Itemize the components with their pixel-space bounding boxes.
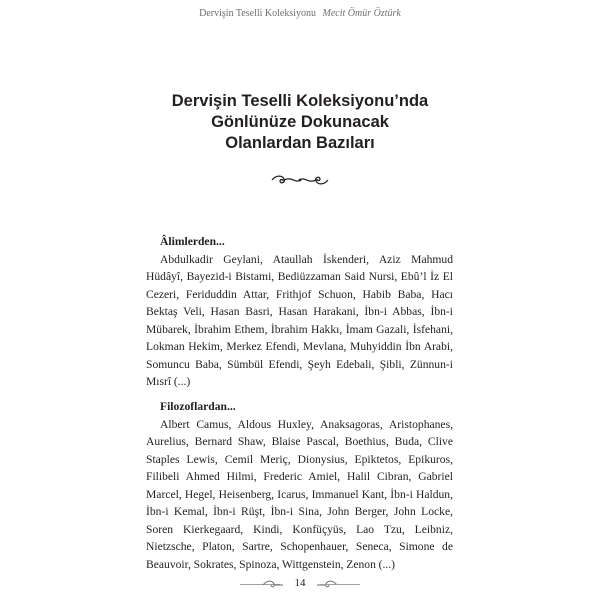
- section-scholars: [146, 233, 453, 391]
- running-header: [0, 8, 600, 19]
- title-line-1: Dervişin Teselli Koleksiyonu’nda: [171, 92, 429, 110]
- title-line-2: Gönlünüze Dokunacak: [211, 113, 389, 131]
- header-author: Mecit Ömür Öztürk: [322, 8, 401, 19]
- page-title: [80, 91, 520, 154]
- header-book-title: Dervişin Teselli Koleksiyonu: [199, 8, 317, 19]
- page-number: 14: [294, 577, 306, 589]
- section-text: Abdulkadir Geylani, Ataullah İskenderi, Aziz Mahmud Hüdâyî, Bayezid-i Bistami, Bediüzzaman Said Nursi, Ebû’l İz El Cezeri, Feriduddin Attar, Frithjof Schuon, Habib Baba, Hacı Bektaş Veli, Hasan Basri, Hasan Harakani, İbn-i Abbas, İbn-i Mübarek, İbrahim Ethem, İbrahim Hakkı, İmam Gazali, İsfehani, Lokman Hekim, Merkez Efendi, Mevlana, Muhyiddin İbn Arabi, Somuncu Baba, Sümbül Efendi, Şeyh Edebali, Şibli, Zünnun-i Mısrî (...): [146, 252, 453, 388]
- footer-rule-right: [320, 584, 360, 585]
- footer-ornament-icon: [262, 579, 284, 591]
- footer-ornament-icon: [316, 579, 338, 591]
- section-heading: Âlimlerden...: [160, 235, 225, 248]
- swirl-ornament-icon: [268, 173, 332, 187]
- section-text: Albert Camus, Aldous Huxley, Anaksagoras, Aristophanes, Aurelius, Bernard Shaw, Blaise Pascal, Boethius, Buda, Clive Staples Lewis, Cemil Meriç, Dionysius, Epiktetos, Epikuros, Filibeli Ahmed Hilmi, Frederic Amiel, Halil Cibran, Gabriel Marcel, Hegel, Heisenberg, Icarus, Immanuel Kant, İbn-i Haldun, İbn-i Kemal, İbn-i Rüşt, İbn-i Sina, John Berger, John Locke, Soren Kierkegaard, Kindi, Konfüçyüs, Lao Tzu, Leibniz, Nietzsche, Platon, Sartre, Schopenhauer, Seneca, Simone de Beauvoir, Sokrates, Spinoza, Wittgenstein, Zenon (...): [146, 417, 453, 571]
- title-line-3: Olanlardan Bazıları: [225, 134, 375, 152]
- section-philosophers: [146, 398, 453, 573]
- section-heading: Filozoflardan...: [160, 400, 236, 413]
- page-footer: [0, 577, 600, 593]
